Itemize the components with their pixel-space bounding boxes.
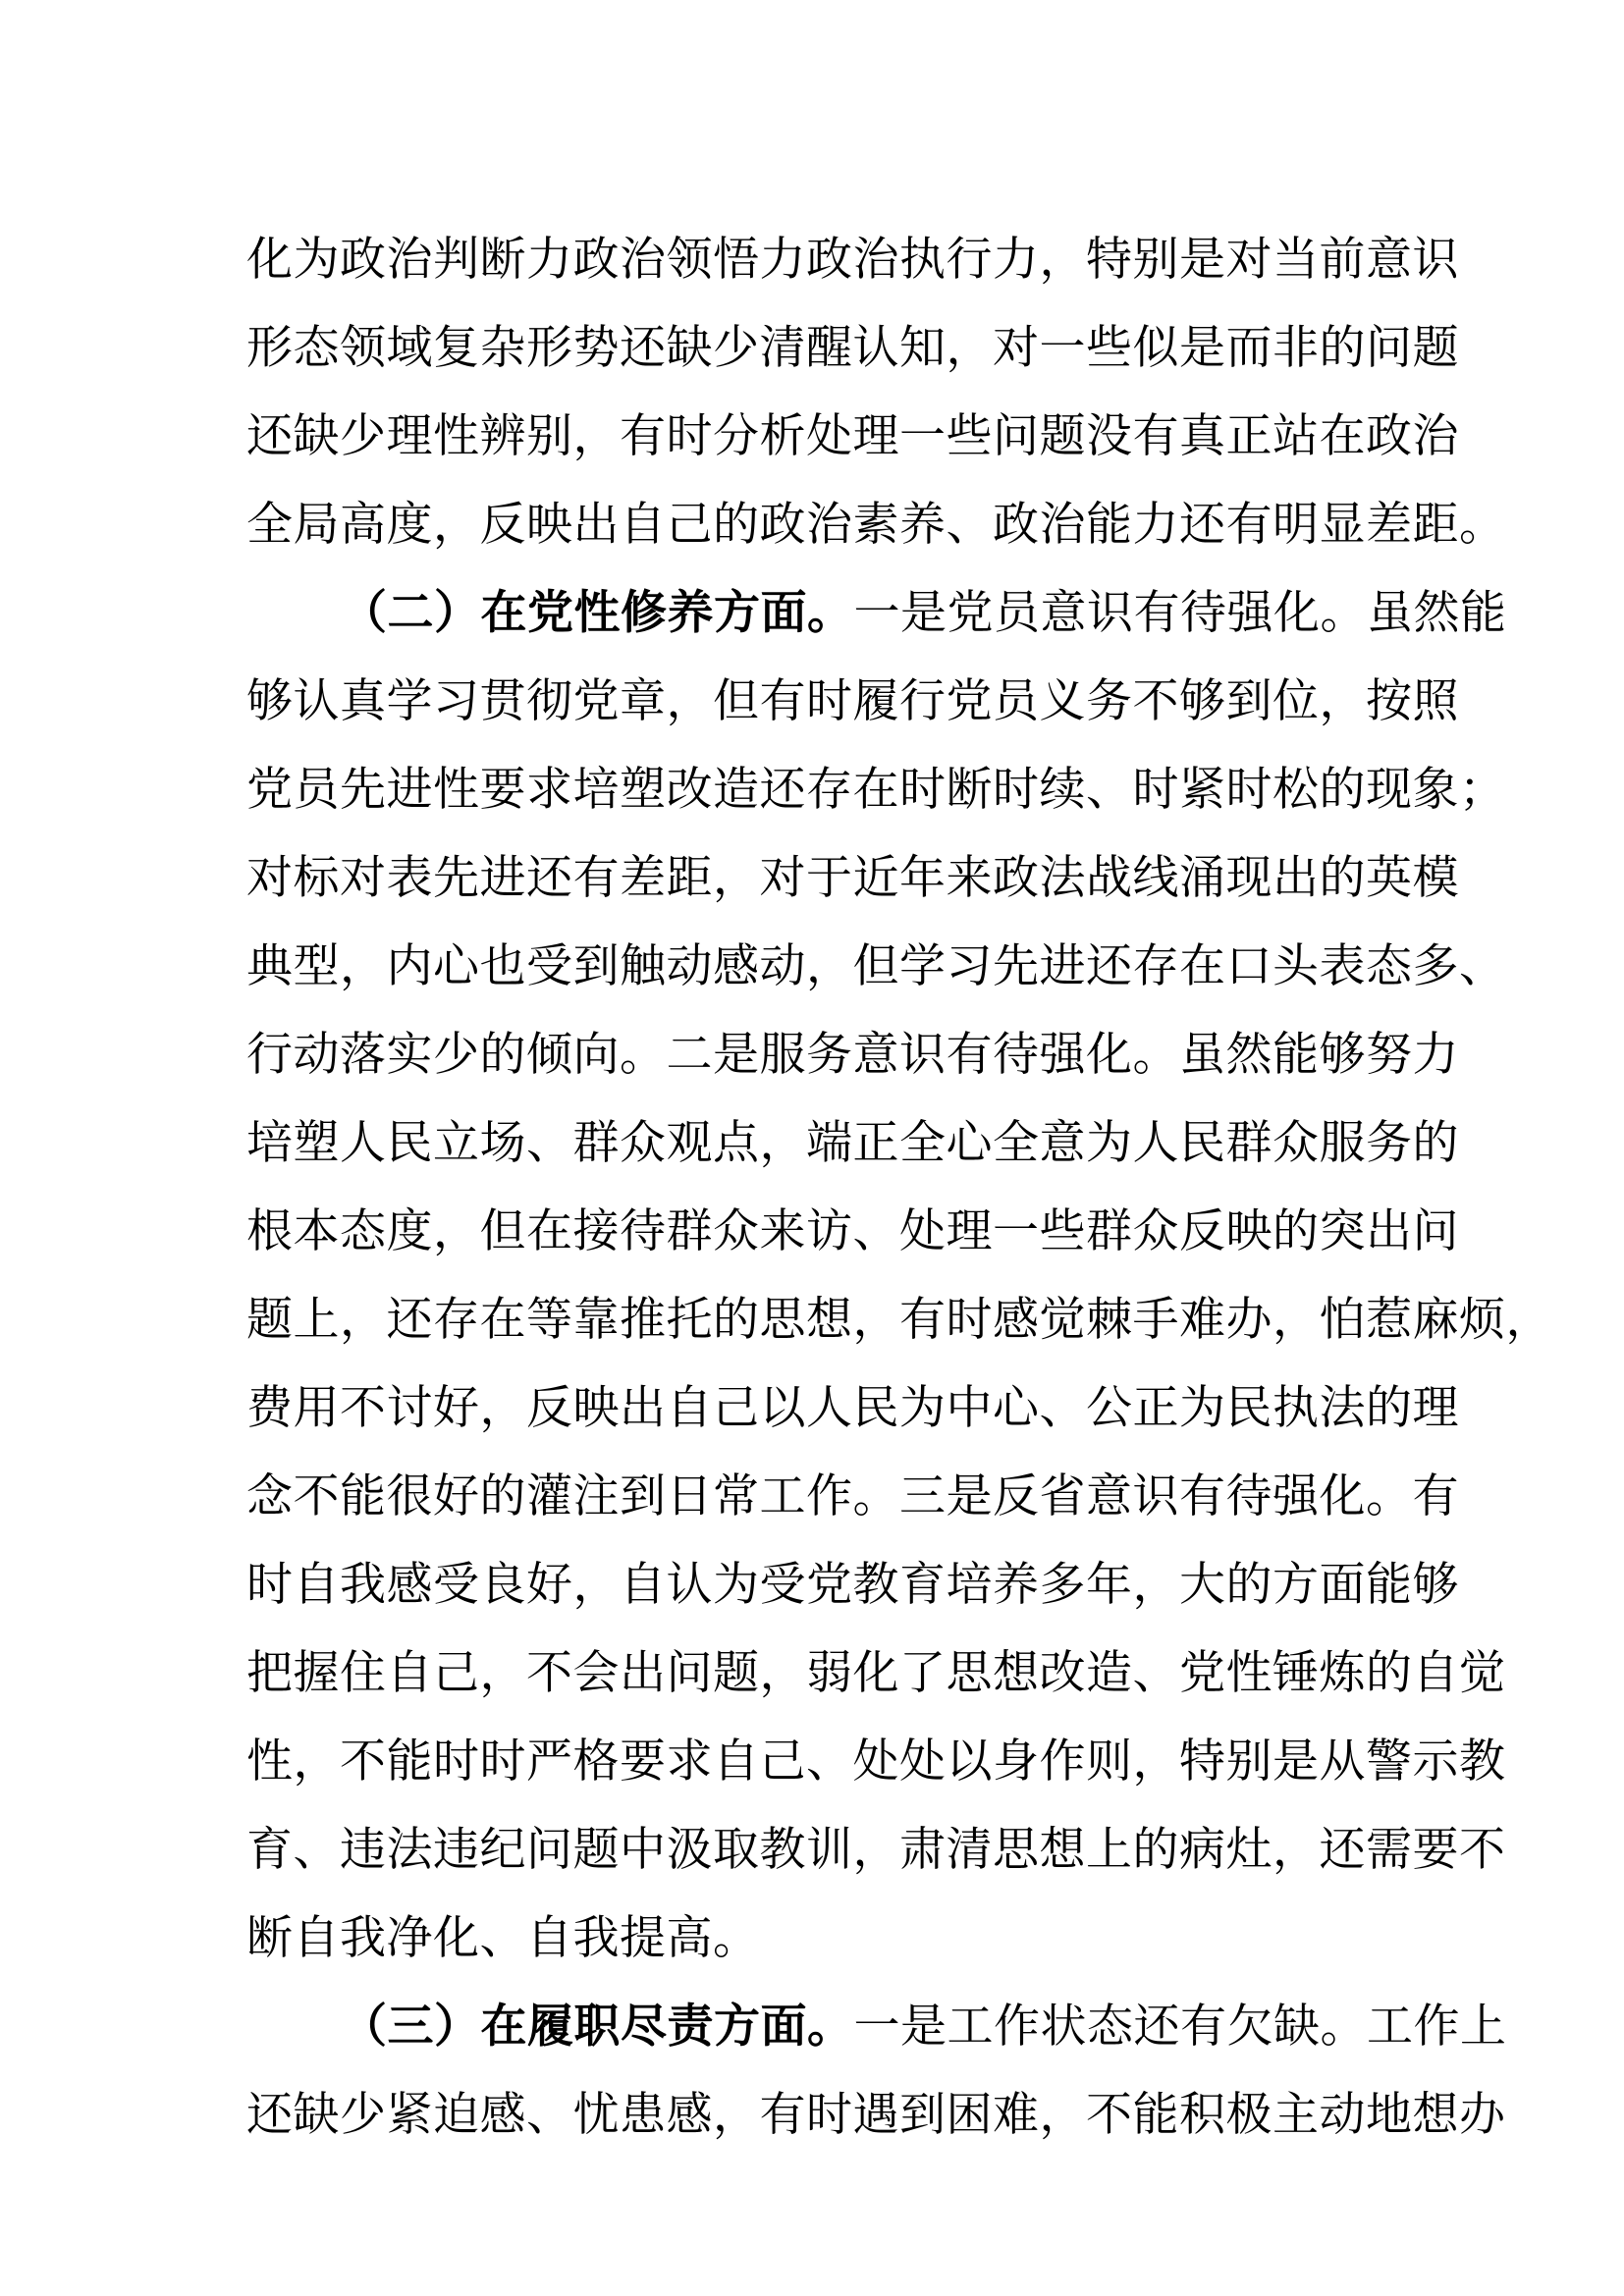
section-text: 一是党员意识有待强化。虽然能 (853, 586, 1507, 640)
section-heading: （二）在党性修养方面。 (341, 586, 854, 640)
text-line: 够认真学习贯彻党章，但有时履行党员义务不够到位，按照 (246, 674, 1459, 728)
text-line: 性，不能时时严格要求自己、处处以身作则，特别是从警示教 (246, 1735, 1506, 1789)
text-line: 对标对表先进还有差距，对于近年来政法战线涌现出的英模 (246, 851, 1459, 905)
document-page (246, 216, 1552, 2160)
section-text: 一是工作状态还有欠缺。工作上 (853, 2000, 1507, 2054)
text-line: 形态领域复杂形势还缺少清醒认知，对一些似是而非的问题 (246, 321, 1459, 375)
text-line: 时自我感受良好，自认为受党教育培养多年，大的方面能够 (246, 1558, 1459, 1612)
text-line: 典型，内心也受到触动感动，但学习先进还存在口头表态多、 (246, 939, 1506, 993)
text-line: 培塑人民立场、群众观点，端正全心全意为人民群众服务的 (246, 1116, 1459, 1170)
text-line: 费用不讨好，反映出自己以人民为中心、公正为民执法的理 (246, 1381, 1459, 1435)
text-line: 党员先进性要求培塑改造还存在时断时续、时紧时松的现象； (246, 763, 1506, 817)
text-line: 把握住自己，不会出问题，弱化了思想改造、党性锤炼的自觉 (246, 1646, 1506, 1700)
section-heading: （三）在履职尽责方面。 (341, 2000, 854, 2054)
text-line: 化为政治判断力政治领悟力政治执行力，特别是对当前意识 (246, 233, 1459, 287)
text-line: 念不能很好的灌注到日常工作。三是反省意识有待强化。有 (246, 1469, 1459, 1523)
text-line: 根本态度，但在接待群众来访、处理一些群众反映的突出问 (246, 1204, 1459, 1258)
text-line: 全局高度，反映出自己的政治素养、政治能力还有明显差距。 (246, 498, 1506, 552)
text-line: 育、违法违纪问题中汲取教训，肃清思想上的病灶，还需要不 (246, 1823, 1506, 1877)
section-heading-line (246, 569, 1507, 658)
section-heading-line (246, 1983, 1507, 2071)
text-line: 题上，还存在等靠推托的思想，有时感觉棘手难办，怕惹麻烦， (246, 1293, 1552, 1347)
text-line: 断自我净化、自我提高。 (246, 1911, 760, 1965)
text-line: 还缺少理性辨别，有时分析处理一些问题没有真正站在政治 (246, 409, 1459, 463)
text-line: 行动落实少的倾向。二是服务意识有待强化。虽然能够努力 (246, 1028, 1459, 1082)
text-line: 还缺少紧迫感、忧患感，有时遇到困难，不能积极主动地想办 (246, 2088, 1506, 2142)
